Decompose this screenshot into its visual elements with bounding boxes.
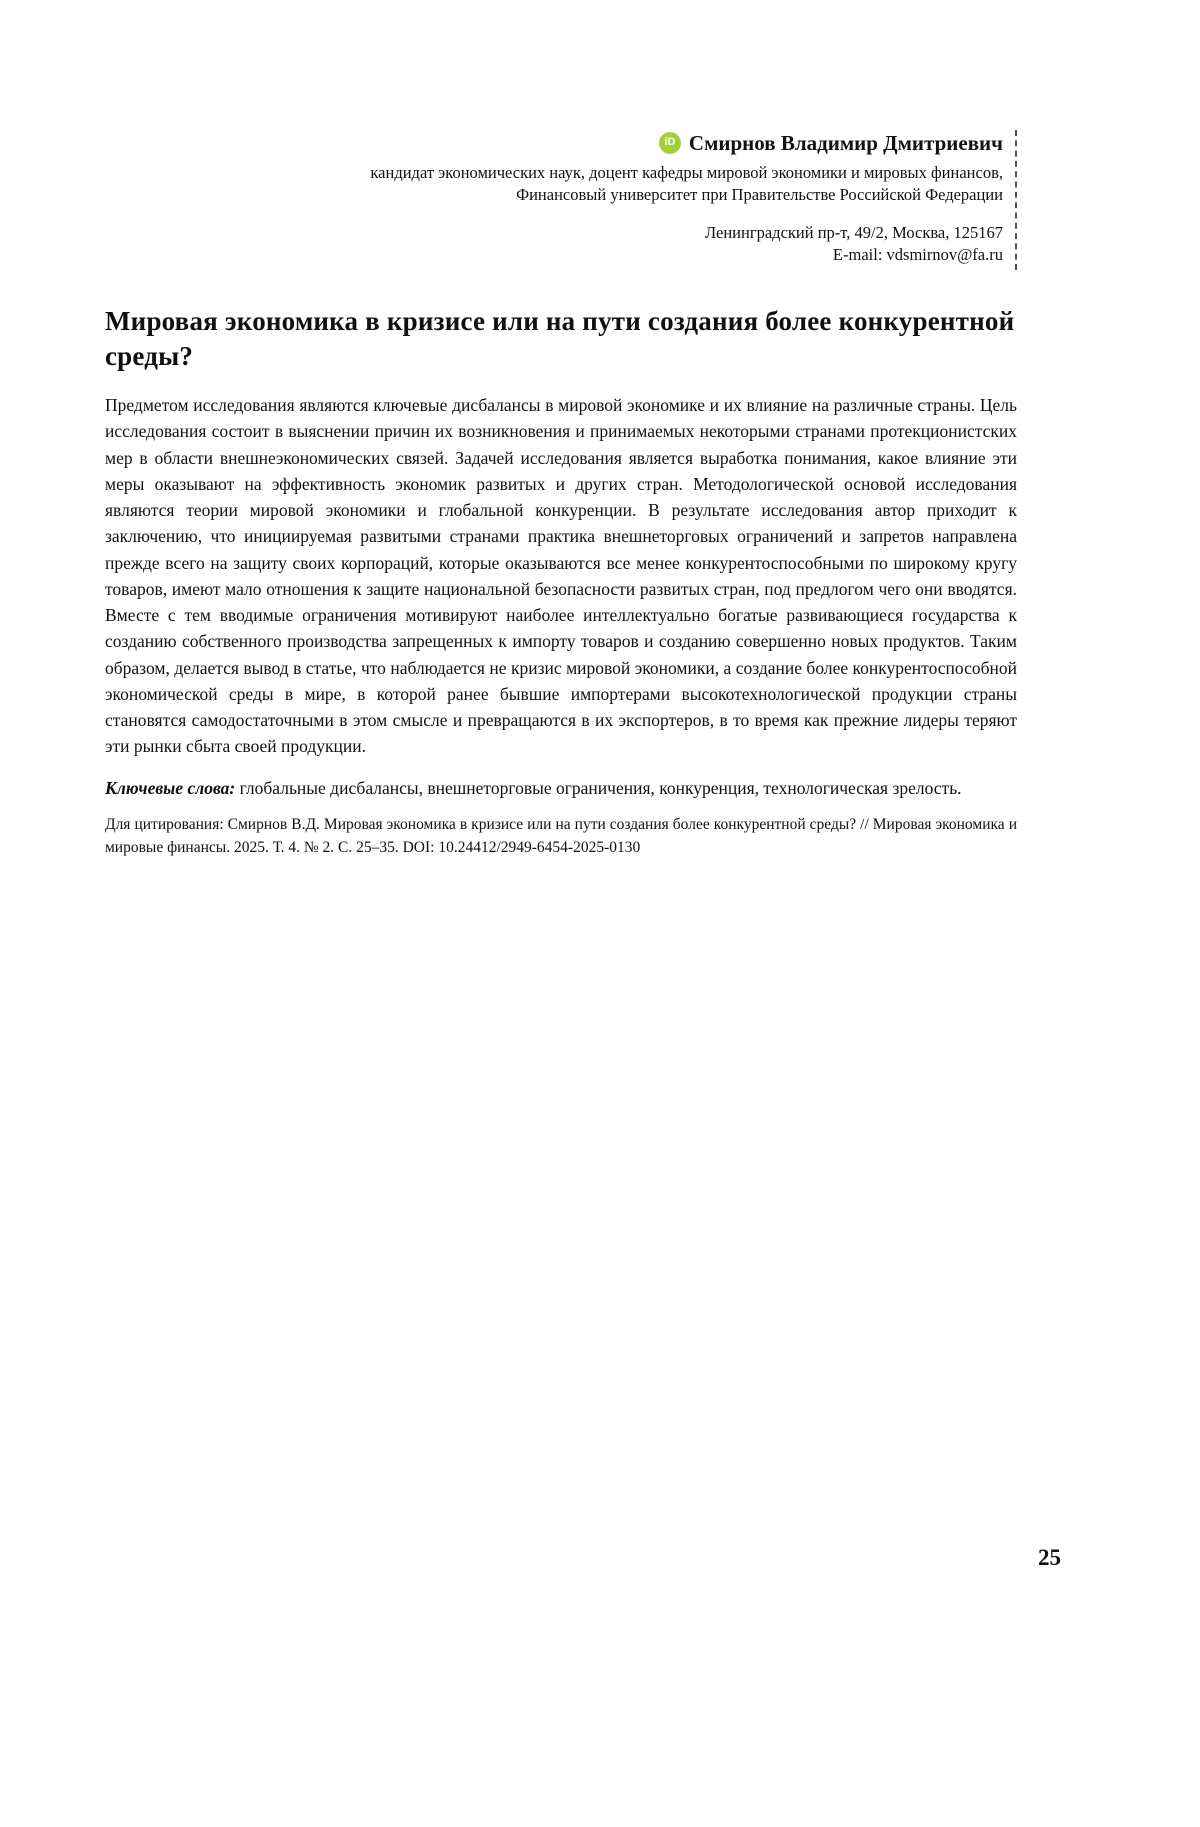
keywords-text: глобальные дисбалансы, внешнеторговые ограничения, конкуренция, технологическая зрелость. xyxy=(235,777,962,798)
author-block xyxy=(105,130,1017,270)
article-main xyxy=(105,304,1017,859)
citation-label: Для цитирования: xyxy=(105,816,224,834)
author-email: E-mail: vdsmirnov@fa.ru xyxy=(832,245,1003,265)
keywords-label: Ключевые слова: xyxy=(105,777,236,798)
author-name-line xyxy=(105,130,1003,156)
citation-text: Смирнов В.Д. Мировая экономика в кризисе или на пути создания более конкурентной среды? // Мировая экономика и мировые финансы. 2025. Т. 4. № 2. С. 25–35. DOI: 10.24412/2949-6454-2025-0130 xyxy=(105,816,1017,856)
author-name: Смирнов Владимир Дмитриевич xyxy=(688,131,1003,155)
page-content xyxy=(105,130,1017,859)
author-address: Ленинградский пр-т, 49/2, Москва, 125167 xyxy=(704,223,1003,243)
author-affiliation-line1: кандидат экономических наук, доцент кафедры мировой экономики и мировых финансов, xyxy=(370,163,1003,183)
citation-line xyxy=(105,814,1017,859)
page-number: 25 xyxy=(1038,1545,1061,1570)
keywords-line xyxy=(105,776,1017,801)
author-contact-group xyxy=(105,222,1003,266)
orcid-icon[interactable]: iD xyxy=(659,132,681,154)
article-title: Мировая экономика в кризисе или на пути создания более конкурентной среды? xyxy=(105,306,1015,372)
article-abstract: Предметом исследования являются ключевые дисбалансы в мировой экономике и их влияние на различные страны. Цель исследования состоит в выяснении причин их возникновения и принимаемых некоторыми странами протекционистских мер в области внешнеэкономических связей. Задачей исследования является выработка понимания, какое влияние эти меры оказывают на эффективность экономик развитых и других стран. Методологической основой исследования являются теории мировой экономики и глобальной конкуренции. В результате исследования автор приходит к заключению, что инициируемая развитыми странами практика внешнеторговых ограничений и запретов направлена прежде всего на защиту своих корпораций, которые оказываются все менее конкурентоспособными по широкому кругу товаров, имеют мало отношения к защите национальной безопасности развитых стран, под предлогом чего они вводятся. Вместе с тем вводимые ограничения мотивируют наиболее интеллектуально богатые развивающиеся государства к созданию собственного производства запрещенных к импорту товаров и созданию совершенно новых продуктов. Таким образом, делается вывод в статье, что наблюдается не кризис мировой экономики, а создание более конкурентоспособной экономической среды в мире, в которой ранее бывшие импортерами высокотехнологической продукции страны становятся самодостаточными в этом смысле и превращаются в их экспортеров, в то время как прежние лидеры теряют эти рынки сбыта своей продукции. xyxy=(105,395,1017,757)
author-affiliation-line2: Финансовый университет при Правительстве Российской Федерации xyxy=(516,185,1003,205)
